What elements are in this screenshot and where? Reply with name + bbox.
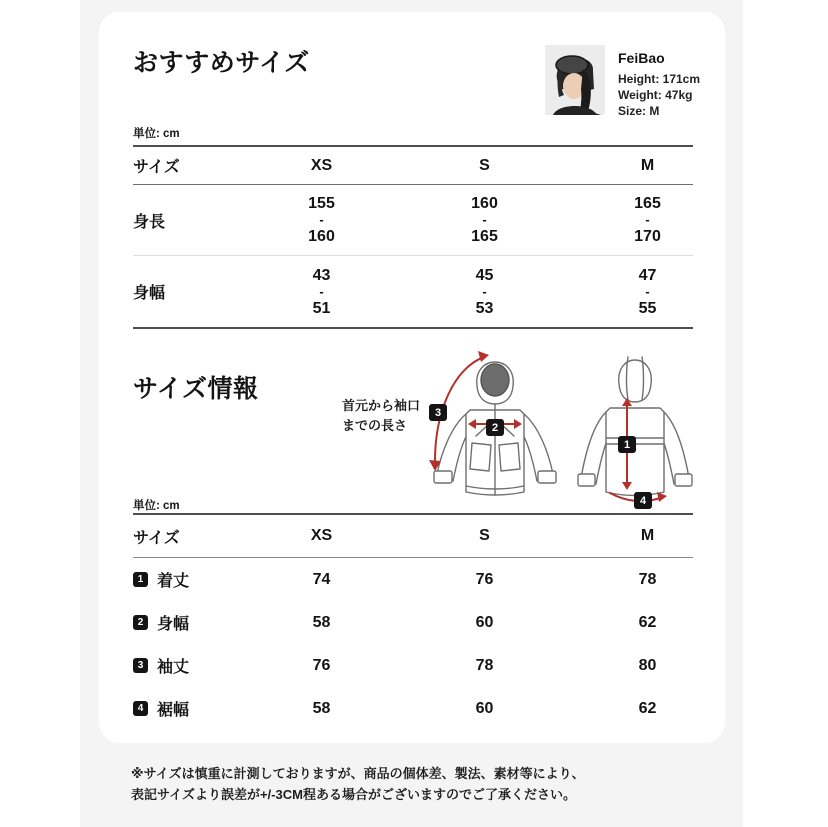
measure-badge: 4	[133, 701, 148, 716]
table-cell: 62	[638, 699, 657, 717]
measure-badge: 1	[133, 572, 148, 587]
model-height: Height: 171cm	[618, 72, 701, 86]
model-photo	[545, 45, 605, 115]
column-header: XS	[310, 527, 333, 544]
range-min: 45	[475, 266, 494, 284]
table-cell: 76	[312, 656, 331, 674]
row-label	[133, 697, 240, 720]
range-min: 47	[638, 266, 657, 284]
range-dash: -	[645, 283, 650, 299]
row-label-text: 身幅	[157, 616, 190, 633]
row-label	[133, 654, 240, 677]
table-cell: 60	[475, 613, 494, 631]
column-header: S	[479, 527, 490, 544]
annotation-line: までの長さ	[342, 418, 408, 433]
measure-badge: 3	[133, 658, 148, 673]
size-disclaimer	[131, 763, 711, 805]
table-header-row	[133, 513, 693, 558]
size-guide-card	[99, 12, 725, 743]
column-header: サイズ	[133, 529, 180, 547]
table-cell	[403, 267, 566, 317]
range-dash: -	[482, 212, 487, 227]
column-header: サイズ	[133, 159, 180, 176]
model-weight: Weight: 47kg	[618, 88, 693, 102]
table-row	[133, 644, 693, 687]
range-dash: -	[319, 212, 324, 227]
diagram-badge-sleeve: 3	[429, 404, 447, 421]
table-header-row	[133, 145, 693, 185]
model-info	[545, 45, 700, 119]
row-label-text: 着丈	[157, 573, 190, 590]
model-name: FeiBao	[618, 50, 665, 66]
table-cell	[566, 267, 729, 317]
unit-label: 単位: cm	[133, 128, 180, 140]
table-row	[133, 601, 693, 644]
row-label-text: 袖丈	[157, 659, 190, 676]
jacket-measure-diagram	[418, 340, 708, 512]
column-header: M	[640, 527, 655, 544]
column-header: M	[640, 156, 655, 174]
size-info-title: サイズ情報	[133, 375, 259, 403]
range-dash: -	[645, 212, 650, 227]
table-cell	[240, 267, 403, 317]
table-cell: 58	[312, 699, 331, 717]
measure-badge: 2	[133, 615, 148, 630]
sleeve-measure-annotation	[342, 396, 420, 436]
range-min: 43	[312, 266, 331, 284]
column-header: XS	[310, 156, 333, 174]
disclaimer-line: ※サイズは慎重に計測しておりますが、商品の個体差、製法、素材等により、	[131, 766, 585, 781]
table-cell: 78	[475, 656, 494, 674]
disclaimer-line: 表記サイズより誤差が+/-3CM程ある場合がございますのでご了承ください。	[131, 787, 576, 802]
background-panel	[80, 0, 743, 827]
row-label-text: 裾幅	[157, 702, 190, 719]
range-max: 51	[312, 299, 331, 317]
range-min: 165	[634, 195, 661, 212]
table-cell: 74	[312, 570, 331, 588]
table-cell: 78	[638, 570, 657, 588]
table-cell: 80	[638, 656, 657, 674]
table-cell	[240, 195, 403, 245]
table-cell: 76	[475, 570, 494, 588]
table-row	[133, 185, 693, 256]
table-cell: 62	[638, 613, 657, 631]
table-cell	[566, 195, 729, 245]
range-min: 160	[471, 195, 498, 212]
diagram-badge-chest: 2	[486, 419, 504, 436]
row-label: 身幅	[133, 285, 166, 302]
table-row	[133, 687, 693, 730]
model-stats	[618, 50, 700, 119]
row-label: 身長	[133, 213, 166, 231]
garment-size-table	[133, 513, 693, 730]
row-label	[133, 611, 240, 634]
row-label	[133, 568, 240, 591]
range-max: 53	[475, 299, 494, 317]
range-max: 55	[638, 299, 657, 317]
annotation-line: 首元から袖口	[342, 398, 421, 413]
range-max: 160	[308, 228, 335, 245]
range-max: 170	[634, 228, 661, 245]
table-row	[133, 256, 693, 329]
diagram-badge-hem: 4	[634, 492, 652, 509]
table-row	[133, 558, 693, 601]
range-dash: -	[319, 283, 324, 299]
diagram-badge-length: 1	[618, 436, 636, 453]
model-size: Size: M	[618, 104, 660, 118]
table-cell: 60	[475, 699, 494, 717]
column-header: S	[479, 156, 490, 174]
range-min: 155	[308, 195, 335, 212]
table-cell: 58	[312, 613, 331, 631]
range-max: 165	[471, 228, 498, 245]
table-cell	[403, 195, 566, 245]
recommended-size-title: おすすめサイズ	[133, 49, 310, 77]
unit-label: 単位: cm	[133, 500, 180, 512]
range-dash: -	[482, 283, 487, 299]
recommended-size-table	[133, 145, 693, 329]
